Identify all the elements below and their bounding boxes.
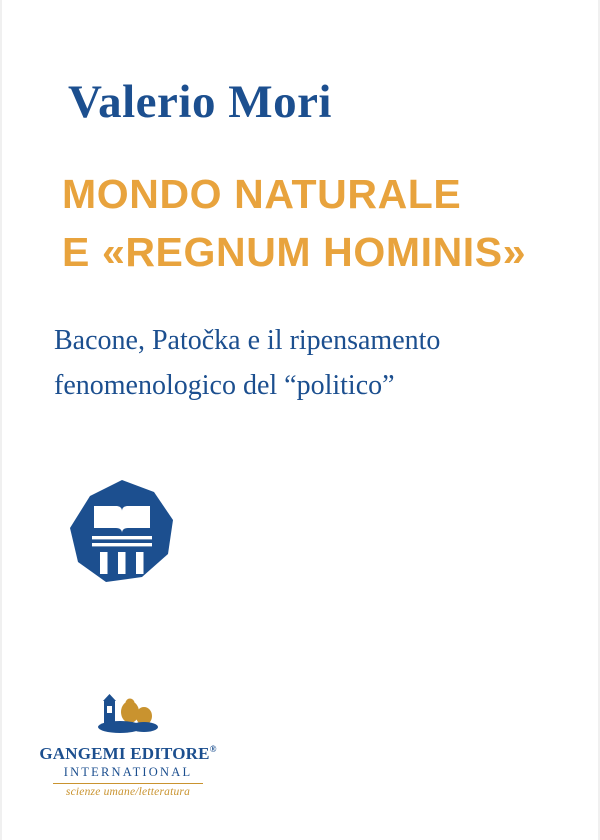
- title-line-2: E «REGNUM HOMINIS»: [62, 229, 527, 276]
- series-emblem: [68, 478, 176, 586]
- title-line-1: MONDO NATURALE: [62, 171, 462, 217]
- gangemi-crest-icon: [38, 694, 218, 742]
- registered-mark: ®: [209, 744, 217, 754]
- publisher-series: scienze umane/letteratura: [65, 785, 191, 798]
- divider-rule: [53, 783, 203, 784]
- roman-numeral-three: [100, 552, 144, 574]
- publisher-lockup: [38, 694, 218, 798]
- publisher-name: GANGEMI EDITORE®: [39, 744, 217, 763]
- publisher-scope: INTERNATIONAL: [63, 764, 193, 779]
- book-title: [62, 165, 540, 281]
- book-subtitle: [54, 318, 549, 409]
- author-name: Valerio Mori: [68, 76, 332, 128]
- subtitle-line-2: fenomenologico del “politico”: [54, 370, 395, 402]
- subtitle-line-1: Bacone, Patočka e il ripensamento: [54, 325, 441, 356]
- page-edge-left: [0, 0, 2, 840]
